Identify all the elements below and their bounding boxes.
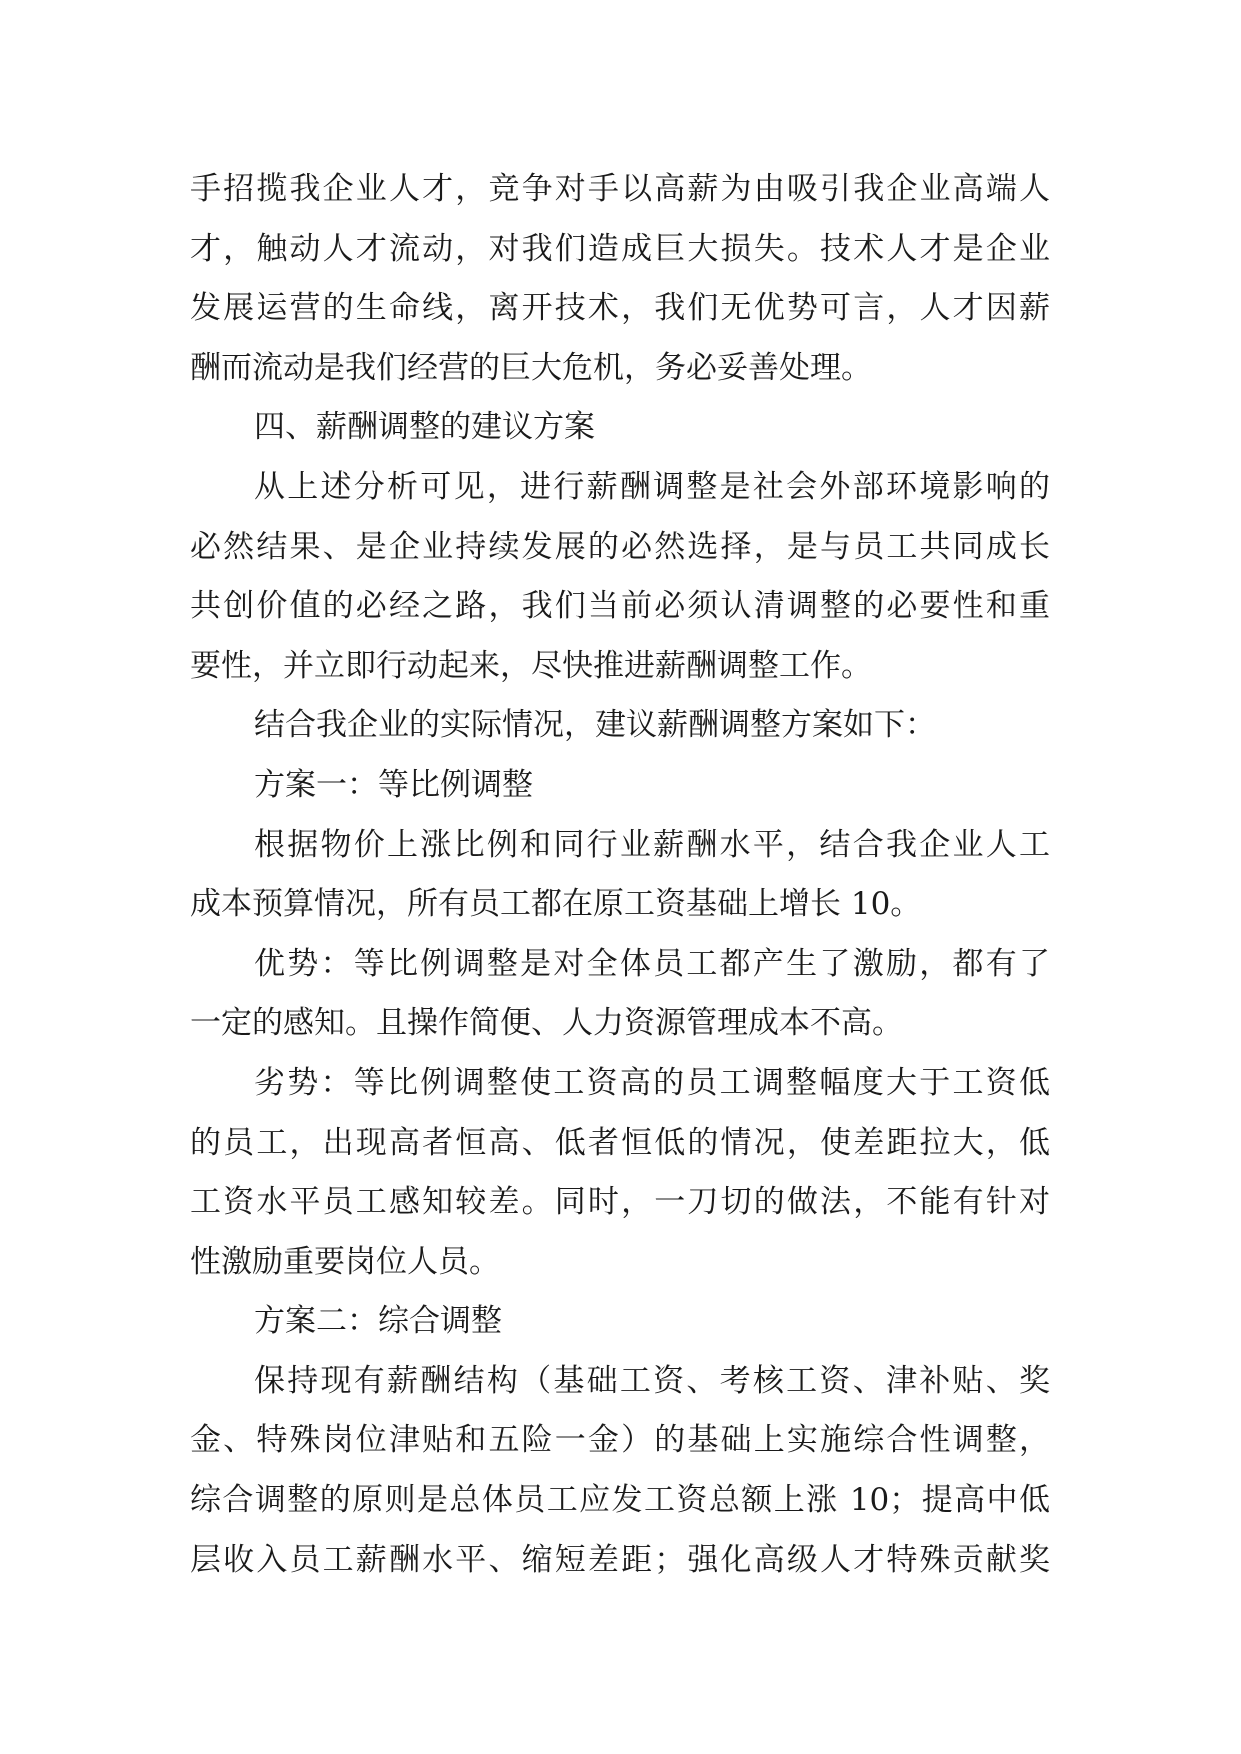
paragraph-first-line: 四、薪酬调整的建议方案 bbox=[254, 409, 595, 446]
text-line: 成本预算情况，所有员工都在原工资基础上增长 10。 bbox=[190, 886, 922, 923]
text-line: 工资水平员工感知较差。同时，一刀切的做法，不能有针对 bbox=[190, 1184, 1050, 1221]
paragraph-first-line: 劣势：等比例调整使工资高的员工调整幅度大于工资低 bbox=[254, 1064, 1050, 1101]
text-line: 层收入员工薪酬水平、缩短差距；强化高级人才特殊贡献奖 bbox=[190, 1541, 1050, 1578]
text-line: 的员工，出现高者恒高、低者恒低的情况，使差距拉大，低 bbox=[190, 1124, 1050, 1161]
text-line: 共创价值的必经之路，我们当前必须认清调整的必要性和重 bbox=[190, 588, 1050, 625]
text-line: 一定的感知。且操作简便、人力资源管理成本不高。 bbox=[190, 1005, 903, 1042]
text-line: 金、特殊岗位津贴和五险一金）的基础上实施综合性调整， bbox=[190, 1422, 1050, 1459]
text-line: 酬而流动是我们经营的巨大危机，务必妥善处理。 bbox=[190, 349, 872, 386]
text-line: 手招揽我企业人才，竞争对手以高薪为由吸引我企业高端人 bbox=[190, 171, 1050, 207]
paragraph-first-line: 保持现有薪酬结构（基础工资、考核工资、津补贴、奖 bbox=[254, 1362, 1050, 1399]
body-text bbox=[190, 160, 1050, 1590]
paragraph-first-line: 方案一：等比例调整 bbox=[254, 766, 533, 803]
text-line: 性激励重要岗位人员。 bbox=[190, 1243, 500, 1280]
paragraph-first-line: 方案二：综合调整 bbox=[254, 1303, 502, 1340]
paragraph-first-line: 根据物价上涨比例和同行业薪酬水平，结合我企业人工 bbox=[254, 826, 1050, 863]
text-line: 综合调整的原则是总体员工应发工资总额上涨 10；提高中低 bbox=[190, 1482, 1050, 1519]
text-line: 必然结果、是企业持续发展的必然选择，是与员工共同成长 bbox=[190, 528, 1050, 565]
paragraph-first-line: 从上述分析可见，进行薪酬调整是社会外部环境影响的 bbox=[254, 468, 1050, 505]
text-line: 发展运营的生命线，离开技术，我们无优势可言，人才因薪 bbox=[190, 290, 1050, 327]
text-line: 要性，并立即行动起来，尽快推进薪酬调整工作。 bbox=[190, 647, 872, 684]
text-line: 才，触动人才流动，对我们造成巨大损失。技术人才是企业 bbox=[190, 230, 1050, 267]
paragraph-first-line: 结合我企业的实际情况，建议薪酬调整方案如下： bbox=[254, 707, 936, 744]
paragraph-first-line: 优势：等比例调整是对全体员工都产生了激励，都有了 bbox=[254, 945, 1050, 982]
